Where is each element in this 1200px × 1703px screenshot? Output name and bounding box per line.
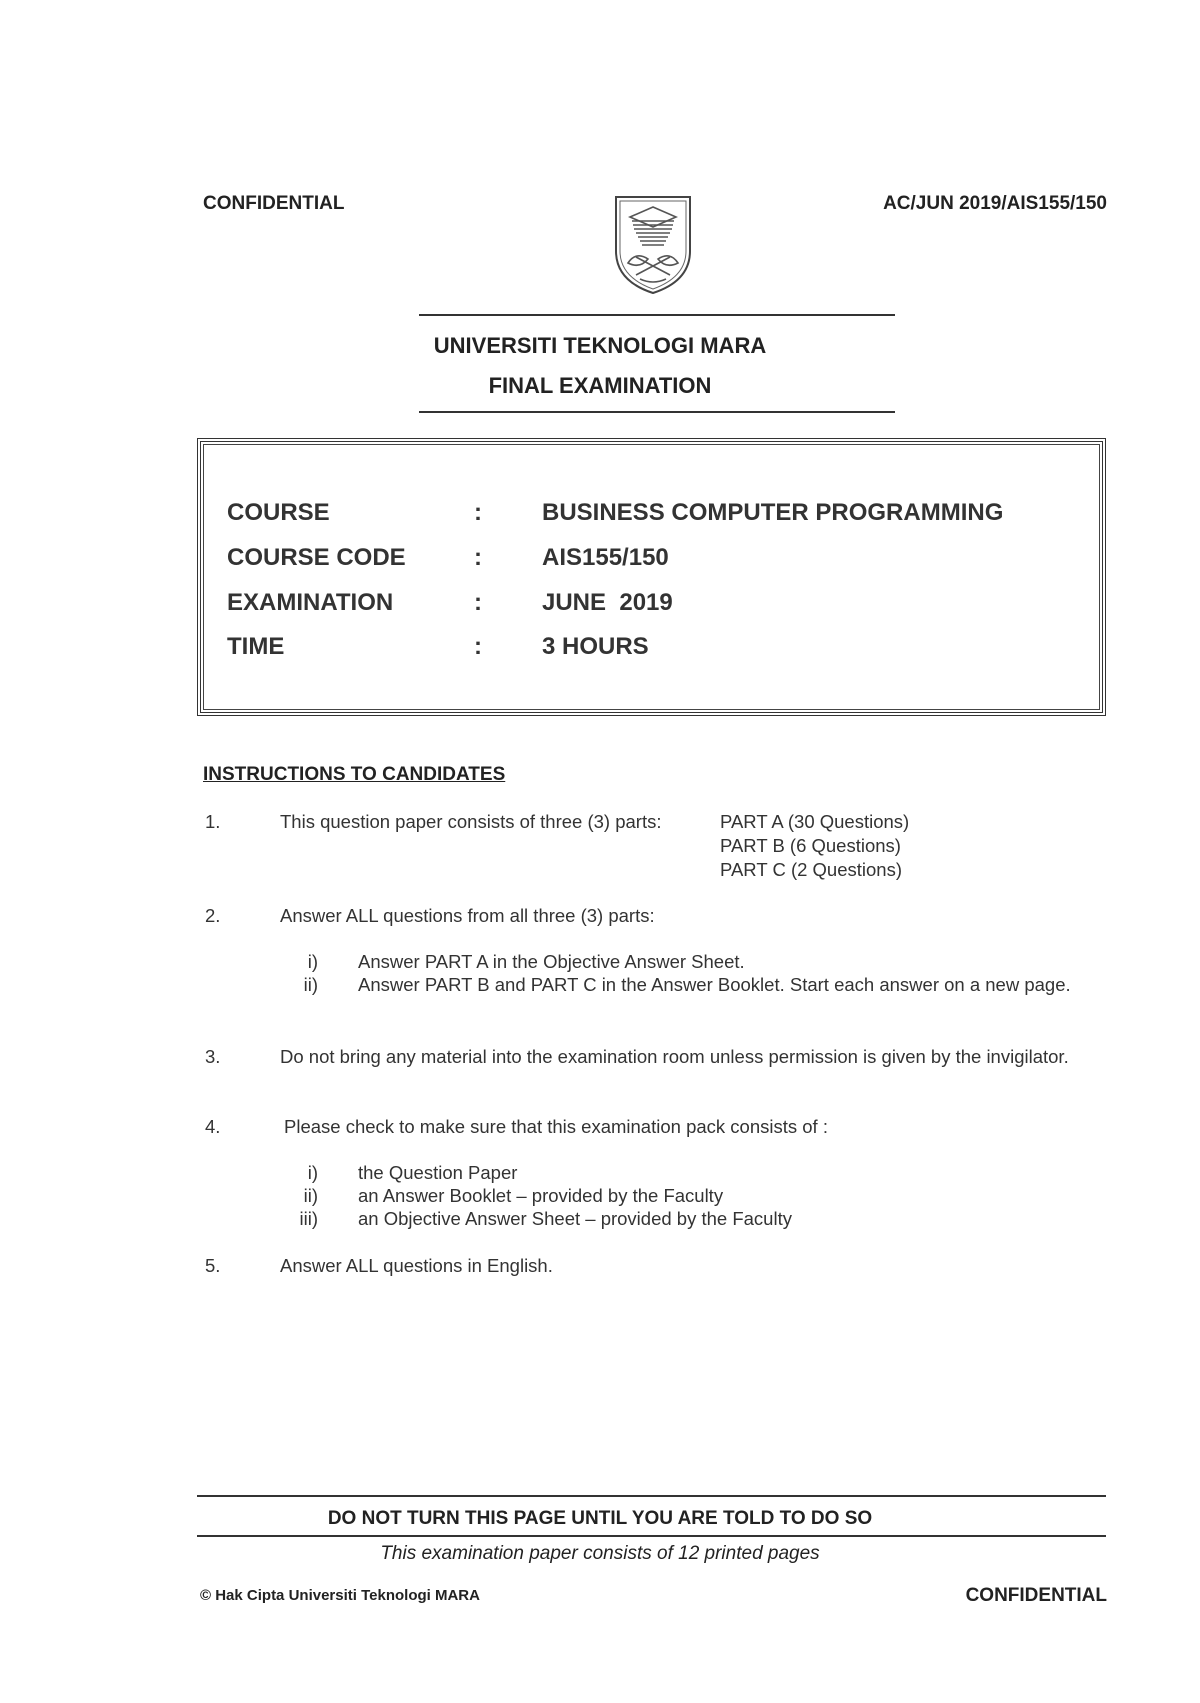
footer-page-count: This examination paper consists of 12 printed pages — [380, 1543, 820, 1564]
parts-list — [720, 810, 909, 882]
instruction-text: Please check to make sure that this examination pack consists of : — [284, 1116, 828, 1137]
course-info-box — [197, 438, 1106, 716]
title-top-rule — [419, 314, 895, 316]
course-label: COURSE — [227, 499, 330, 526]
time-value: 3 HOURS — [542, 633, 649, 660]
separator: : — [474, 633, 482, 660]
sub-number: ii) — [303, 1185, 318, 1206]
instruction-number: 3. — [205, 1046, 221, 1067]
title-bottom-rule — [419, 411, 895, 413]
footer-bottom-rule — [197, 1535, 1106, 1537]
examination-value: JUNE 2019 — [542, 589, 673, 616]
part-c: PART C (2 Questions) — [720, 859, 902, 880]
uitm-crest-icon — [610, 193, 696, 297]
examination-label: EXAMINATION — [227, 589, 394, 616]
separator: : — [474, 589, 482, 616]
sub-number: i) — [307, 951, 318, 972]
sub-number: iii) — [299, 1208, 318, 1229]
sub-text: Answer PART A in the Objective Answer Sheet. — [358, 951, 745, 972]
part-b: PART B (6 Questions) — [720, 835, 901, 856]
footer-copyright: © Hak Cipta Universiti Teknologi MARA — [200, 1587, 480, 1604]
instruction-number: 1. — [205, 811, 221, 832]
sub-text: Answer PART B and PART C in the Answer Booklet. Start each answer on a new page. — [358, 974, 1071, 995]
course-value: BUSINESS COMPUTER PROGRAMMING — [542, 499, 1004, 526]
instruction-number: 5. — [205, 1255, 221, 1276]
header-confidential: CONFIDENTIAL — [203, 193, 345, 214]
sub-text: the Question Paper — [358, 1162, 518, 1183]
university-name: UNIVERSITI TEKNOLOGI MARA — [433, 333, 767, 358]
exam-title: FINAL EXAMINATION — [488, 373, 712, 398]
instruction-text: This question paper consists of three (3) parts: — [280, 811, 662, 832]
separator: : — [474, 544, 482, 571]
sub-text: an Answer Booklet – provided by the Faculty — [358, 1185, 724, 1206]
sub-number: i) — [307, 1162, 318, 1183]
instruction-text: Answer ALL questions from all three (3) parts: — [280, 905, 655, 926]
sub-number: ii) — [303, 974, 318, 995]
footer-top-rule — [197, 1495, 1106, 1497]
footer-confidential: CONFIDENTIAL — [965, 1585, 1107, 1606]
instruction-number: 2. — [205, 905, 221, 926]
course-code-value: AIS155/150 — [542, 544, 669, 571]
part-a: PART A (30 Questions) — [720, 811, 910, 832]
instruction-text: Do not bring any material into the examination room unless permission is given by the invigilator. — [280, 1046, 1069, 1067]
instructions-heading: INSTRUCTIONS TO CANDIDATES — [203, 764, 506, 785]
course-code-label: COURSE CODE — [227, 544, 406, 571]
instruction-number: 4. — [205, 1116, 221, 1137]
footer-warning: DO NOT TURN THIS PAGE UNTIL YOU ARE TOLD TO DO SO — [327, 1508, 873, 1529]
time-label: TIME — [227, 633, 285, 660]
sub-text: an Objective Answer Sheet – provided by the Faculty — [358, 1208, 792, 1229]
instruction-text: Answer ALL questions in English. — [280, 1255, 553, 1276]
separator: : — [474, 499, 482, 526]
header-paper-code: AC/JUN 2019/AIS155/150 — [883, 193, 1107, 214]
